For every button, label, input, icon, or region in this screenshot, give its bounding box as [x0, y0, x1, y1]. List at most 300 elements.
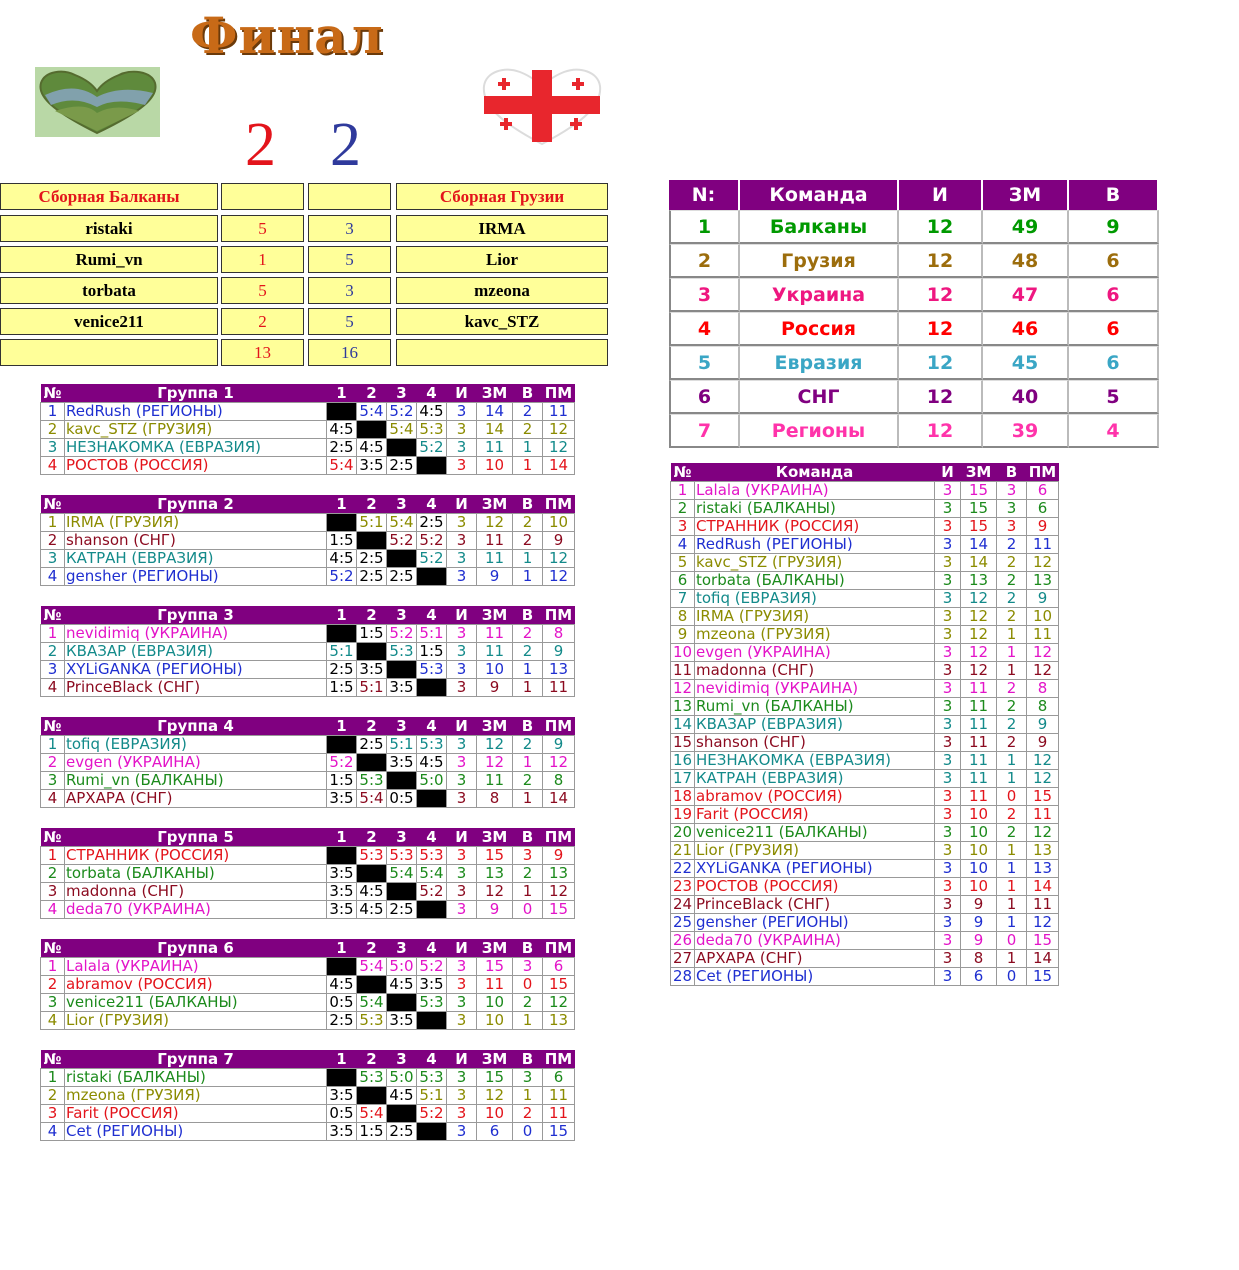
group-col-header: И [447, 828, 477, 847]
points-missed: 11 [1027, 536, 1059, 554]
group-header-row [41, 384, 575, 403]
row-number: 16 [671, 752, 695, 770]
standings-row [669, 244, 1159, 278]
table-row [41, 994, 575, 1012]
wins: 6 [1069, 278, 1159, 312]
points: 12 [477, 754, 513, 772]
row-number: 24 [671, 896, 695, 914]
wins: 2 [513, 421, 543, 439]
match-result: 2:5 [387, 457, 417, 475]
row-number: 14 [671, 716, 695, 734]
match-result: 5:4 [387, 421, 417, 439]
table-row [41, 568, 575, 586]
group-col-header: ПМ [543, 606, 575, 625]
row-number: 4 [41, 790, 65, 808]
place: 2 [669, 244, 740, 278]
points-missed: 11 [1027, 806, 1059, 824]
row-number: 3 [41, 661, 65, 679]
table-row [41, 457, 575, 475]
games: 3 [935, 806, 961, 824]
wins: 1 [997, 770, 1027, 788]
points: 11 [961, 680, 997, 698]
row-number: 2 [41, 643, 65, 661]
standings-row [669, 380, 1159, 414]
points: 10 [477, 661, 513, 679]
games: 3 [935, 680, 961, 698]
group-name: Группа 1 [65, 384, 327, 403]
points: 15 [961, 518, 997, 536]
player-name: СТРАННИК (РОССИЯ) [65, 847, 327, 865]
match-result: 3:5 [387, 679, 417, 697]
match-result: 2:5 [387, 1123, 417, 1141]
total-right: 16 [308, 339, 391, 366]
total-left: 13 [221, 339, 304, 366]
player-name: deda70 (УКРАИНА) [695, 932, 935, 950]
games: 3 [935, 914, 961, 932]
player-name: venice211 (БАЛКАНЫ) [695, 824, 935, 842]
row-number: 3 [671, 518, 695, 536]
points-missed: 11 [543, 1087, 575, 1105]
points: 9 [961, 932, 997, 950]
player-name: XYLiGANKA (РЕГИОНЫ) [65, 661, 327, 679]
points: 14 [961, 554, 997, 572]
player-name: Cet (РЕГИОНЫ) [65, 1123, 327, 1141]
group-col-header: 4 [417, 495, 447, 514]
table-row [41, 847, 575, 865]
score-cell-left-empty [221, 183, 304, 210]
match-result: 5:4 [387, 514, 417, 532]
player-name: Lior (ГРУЗИЯ) [695, 842, 935, 860]
rating-header: И [935, 463, 961, 482]
points: 9 [961, 896, 997, 914]
row-number: 26 [671, 932, 695, 950]
row-number: 8 [671, 608, 695, 626]
player-name: РОСТОВ (РОССИЯ) [695, 878, 935, 896]
group-table [40, 606, 575, 697]
points-missed: 15 [543, 901, 575, 919]
wins: 2 [513, 403, 543, 421]
player-name: torbata (БАЛКАНЫ) [65, 865, 327, 883]
diagonal-cell [417, 790, 447, 808]
group-col-header: № [41, 384, 65, 403]
row-number: 23 [671, 878, 695, 896]
group-table [40, 384, 575, 475]
diagonal-cell [357, 865, 387, 883]
points-missed: 9 [543, 643, 575, 661]
row-number: 21 [671, 842, 695, 860]
group-col-header: В [513, 939, 543, 958]
games: 3 [935, 536, 961, 554]
points: 15 [477, 1069, 513, 1087]
points-missed: 14 [1027, 950, 1059, 968]
wins: 6 [1069, 346, 1159, 380]
group-col-header: 2 [357, 495, 387, 514]
group-col-header: 3 [387, 606, 417, 625]
wins: 3 [513, 1069, 543, 1087]
points: 10 [477, 1105, 513, 1123]
points: 10 [961, 860, 997, 878]
games: 3 [935, 788, 961, 806]
match-result: 2:5 [417, 514, 447, 532]
player-right: kavc_STZ [396, 308, 608, 335]
games: 3 [935, 734, 961, 752]
games: 3 [935, 770, 961, 788]
group-col-header: 1 [327, 606, 357, 625]
wins: 2 [997, 554, 1027, 572]
table-row [41, 790, 575, 808]
row-number: 1 [41, 514, 65, 532]
match-result: 5:4 [357, 403, 387, 421]
match-result: 3:5 [357, 661, 387, 679]
games: 3 [447, 772, 477, 790]
player-name: gensher (РЕГИОНЫ) [65, 568, 327, 586]
points: 10 [961, 824, 997, 842]
wins: 1 [513, 439, 543, 457]
points-missed: 13 [1027, 842, 1059, 860]
points: 6 [961, 968, 997, 986]
diagonal-cell [387, 994, 417, 1012]
points: 12 [477, 736, 513, 754]
row-number: 15 [671, 734, 695, 752]
match-result: 4:5 [357, 901, 387, 919]
wins: 2 [997, 716, 1027, 734]
row-number: 17 [671, 770, 695, 788]
points-missed: 14 [543, 457, 575, 475]
table-row [41, 1123, 575, 1141]
games: 3 [447, 568, 477, 586]
player-name: КВАЗАР (ЕВРАЗИЯ) [65, 643, 327, 661]
games: 3 [447, 865, 477, 883]
row-number: 2 [41, 421, 65, 439]
table-row [41, 1087, 575, 1105]
row-number: 2 [41, 754, 65, 772]
points: 39 [983, 414, 1069, 448]
standings-header: ЗМ [983, 180, 1069, 210]
player-name: КАТРАН (ЕВРАЗИЯ) [65, 550, 327, 568]
wins: 0 [997, 968, 1027, 986]
player-name: RedRush (РЕГИОНЫ) [695, 536, 935, 554]
group-header-row [41, 939, 575, 958]
row-number: 5 [671, 554, 695, 572]
player-name: abramov (РОССИЯ) [695, 788, 935, 806]
match-result: 5:3 [417, 847, 447, 865]
player-name: torbata (БАЛКАНЫ) [695, 572, 935, 590]
match-result: 5:2 [417, 1105, 447, 1123]
table-row [41, 901, 575, 919]
table-row [41, 550, 575, 568]
player-name: nevidimiq (УКРАИНА) [65, 625, 327, 643]
score-left: 2 [245, 111, 276, 179]
points: 11 [961, 698, 997, 716]
standings-row [669, 346, 1159, 380]
player-name: ristaki (БАЛКАНЫ) [695, 500, 935, 518]
games: 3 [447, 736, 477, 754]
diagonal-cell [417, 457, 447, 475]
wins: 1 [513, 1087, 543, 1105]
match-result: 4:5 [417, 754, 447, 772]
group-col-header: ПМ [543, 939, 575, 958]
place: 4 [669, 312, 740, 346]
diagonal-cell [417, 1123, 447, 1141]
group-col-header: № [41, 495, 65, 514]
player-name: АРХАРА (СНГ) [695, 950, 935, 968]
match-result: 5:3 [417, 421, 447, 439]
games: 3 [447, 976, 477, 994]
points-missed: 6 [543, 1069, 575, 1087]
points-missed: 11 [1027, 896, 1059, 914]
georgia-flag-heart-image [480, 66, 605, 146]
rating-header: Команда [695, 463, 935, 482]
group-col-header: И [447, 1050, 477, 1069]
row-number: 2 [671, 500, 695, 518]
match-result: 2:5 [387, 568, 417, 586]
points: 15 [961, 482, 997, 500]
games: 3 [935, 554, 961, 572]
diagonal-cell [417, 1012, 447, 1030]
table-row [671, 878, 1059, 896]
group-col-header: 3 [387, 384, 417, 403]
diagonal-cell [387, 1105, 417, 1123]
points: 15 [961, 500, 997, 518]
player-name: PrinceBlack (СНГ) [65, 679, 327, 697]
player-name: Rumi_vn (БАЛКАНЫ) [695, 698, 935, 716]
row-number: 4 [41, 901, 65, 919]
games: 3 [935, 662, 961, 680]
player-left: Rumi_vn [0, 246, 218, 273]
games: 3 [935, 968, 961, 986]
points-missed: 10 [1027, 608, 1059, 626]
rating-header: ПМ [1027, 463, 1059, 482]
games: 3 [935, 698, 961, 716]
group-col-header: ЗМ [477, 606, 513, 625]
points: 12 [961, 644, 997, 662]
group-col-header: ЗМ [477, 1050, 513, 1069]
points: 10 [477, 457, 513, 475]
row-number: 4 [671, 536, 695, 554]
player-left: venice211 [0, 308, 218, 335]
points: 49 [983, 210, 1069, 244]
table-row [41, 865, 575, 883]
match-result: 1:5 [357, 625, 387, 643]
wins: 1 [513, 883, 543, 901]
row-number: 2 [41, 976, 65, 994]
group-col-header: 2 [357, 606, 387, 625]
points: 45 [983, 346, 1069, 380]
match-result: 0:5 [387, 790, 417, 808]
table-row [671, 554, 1059, 572]
group-col-header: 2 [357, 828, 387, 847]
table-row [671, 968, 1059, 986]
player-name: КАТРАН (ЕВРАЗИЯ) [695, 770, 935, 788]
player-name: tofiq (ЕВРАЗИЯ) [65, 736, 327, 754]
team-name: Балканы [740, 210, 899, 244]
row-number: 3 [41, 772, 65, 790]
wins: 3 [997, 518, 1027, 536]
match-result: 5:3 [417, 661, 447, 679]
wins: 2 [997, 536, 1027, 554]
group-col-header: 4 [417, 384, 447, 403]
points: 15 [477, 847, 513, 865]
diagonal-cell [327, 403, 357, 421]
group-name: Группа 4 [65, 717, 327, 736]
points-missed: 6 [1027, 482, 1059, 500]
player-name: shanson (СНГ) [695, 734, 935, 752]
points-missed: 12 [1027, 914, 1059, 932]
wins: 2 [513, 514, 543, 532]
points: 10 [961, 878, 997, 896]
points: 11 [961, 716, 997, 734]
table-row [671, 590, 1059, 608]
points-missed: 12 [543, 421, 575, 439]
team-standings-table [669, 180, 1159, 448]
games: 3 [447, 1105, 477, 1123]
points: 10 [477, 1012, 513, 1030]
group-col-header: № [41, 939, 65, 958]
games: 3 [935, 500, 961, 518]
points-missed: 13 [543, 1012, 575, 1030]
row-number: 1 [41, 625, 65, 643]
points-missed: 15 [543, 1123, 575, 1141]
standings-row [669, 278, 1159, 312]
wins: 1 [997, 896, 1027, 914]
match-result: 4:5 [327, 550, 357, 568]
wins: 2 [997, 590, 1027, 608]
points: 12 [477, 1087, 513, 1105]
points: 15 [477, 958, 513, 976]
total-label-right [396, 339, 608, 366]
player-name: СТРАННИК (РОССИЯ) [695, 518, 935, 536]
points-missed: 12 [1027, 752, 1059, 770]
group-col-header: В [513, 495, 543, 514]
wins: 1 [513, 661, 543, 679]
table-row [41, 1105, 575, 1123]
player-left: torbata [0, 277, 218, 304]
group-table [40, 939, 575, 1030]
player-name: mzeona (ГРУЗИЯ) [695, 626, 935, 644]
match-result: 3:5 [327, 883, 357, 901]
wins: 1 [513, 790, 543, 808]
table-row [671, 752, 1059, 770]
group-col-header: № [41, 828, 65, 847]
table-row [41, 532, 575, 550]
table-row [41, 514, 575, 532]
match-result: 3:5 [327, 901, 357, 919]
player-name: Lalala (УКРАИНА) [65, 958, 327, 976]
player-right-score: 5 [308, 246, 391, 273]
games: 3 [935, 644, 961, 662]
group-table [40, 717, 575, 808]
points: 11 [961, 788, 997, 806]
points: 11 [477, 439, 513, 457]
place: 1 [669, 210, 740, 244]
match-result: 5:4 [417, 865, 447, 883]
points-missed: 8 [1027, 680, 1059, 698]
player-name: shanson (СНГ) [65, 532, 327, 550]
wins: 1 [997, 752, 1027, 770]
match-result: 2:5 [387, 901, 417, 919]
player-right: IRMA [396, 215, 608, 242]
points-missed: 12 [543, 754, 575, 772]
match-result: 4:5 [327, 976, 357, 994]
table-row [671, 536, 1059, 554]
player-name: РОСТОВ (РОССИЯ) [65, 457, 327, 475]
standings-header: Команда [740, 180, 899, 210]
games: 3 [447, 679, 477, 697]
games: 3 [447, 532, 477, 550]
diagonal-cell [417, 679, 447, 697]
games: 12 [899, 414, 983, 448]
player-name: IRMA (ГРУЗИЯ) [695, 608, 935, 626]
points: 14 [961, 536, 997, 554]
wins: 0 [513, 1123, 543, 1141]
group-col-header: И [447, 495, 477, 514]
total-label-left [0, 339, 218, 366]
match-result: 5:3 [417, 1069, 447, 1087]
player-name: evgen (УКРАИНА) [65, 754, 327, 772]
games: 3 [935, 752, 961, 770]
wins: 3 [997, 482, 1027, 500]
points-missed: 12 [543, 439, 575, 457]
diagonal-cell [327, 1069, 357, 1087]
points-missed: 6 [1027, 500, 1059, 518]
match-result: 5:2 [387, 625, 417, 643]
points-missed: 9 [1027, 716, 1059, 734]
table-row [671, 698, 1059, 716]
match-result: 5:4 [357, 958, 387, 976]
player-name: abramov (РОССИЯ) [65, 976, 327, 994]
wins: 6 [1069, 244, 1159, 278]
table-row [671, 644, 1059, 662]
player-right-score: 3 [308, 215, 391, 242]
group-col-header: 2 [357, 1050, 387, 1069]
group-col-header: 2 [357, 384, 387, 403]
match-result: 5:2 [417, 883, 447, 901]
table-row [671, 806, 1059, 824]
match-result: 4:5 [417, 403, 447, 421]
wins: 0 [997, 932, 1027, 950]
row-number: 4 [41, 1012, 65, 1030]
row-number: 1 [671, 482, 695, 500]
points-missed: 12 [1027, 662, 1059, 680]
match-result: 5:1 [327, 643, 357, 661]
points: 11 [961, 734, 997, 752]
group-header-row [41, 606, 575, 625]
points-missed: 11 [543, 679, 575, 697]
wins: 2 [513, 625, 543, 643]
row-number: 11 [671, 662, 695, 680]
match-result: 5:2 [417, 550, 447, 568]
row-number: 9 [671, 626, 695, 644]
team-name: Грузия [740, 244, 899, 278]
row-number: 25 [671, 914, 695, 932]
diagonal-cell [417, 901, 447, 919]
group-col-header: 2 [357, 939, 387, 958]
place: 5 [669, 346, 740, 380]
player-left: ristaki [0, 215, 218, 242]
points: 11 [477, 643, 513, 661]
points-missed: 15 [1027, 932, 1059, 950]
games: 3 [447, 901, 477, 919]
match-result: 5:3 [357, 1012, 387, 1030]
group-col-header: 4 [417, 1050, 447, 1069]
diagonal-cell [357, 532, 387, 550]
group-col-header: 3 [387, 495, 417, 514]
match-result: 2:5 [327, 661, 357, 679]
match-result: 2:5 [327, 439, 357, 457]
group-col-header: ЗМ [477, 717, 513, 736]
match-result: 1:5 [327, 532, 357, 550]
points-missed: 11 [1027, 626, 1059, 644]
